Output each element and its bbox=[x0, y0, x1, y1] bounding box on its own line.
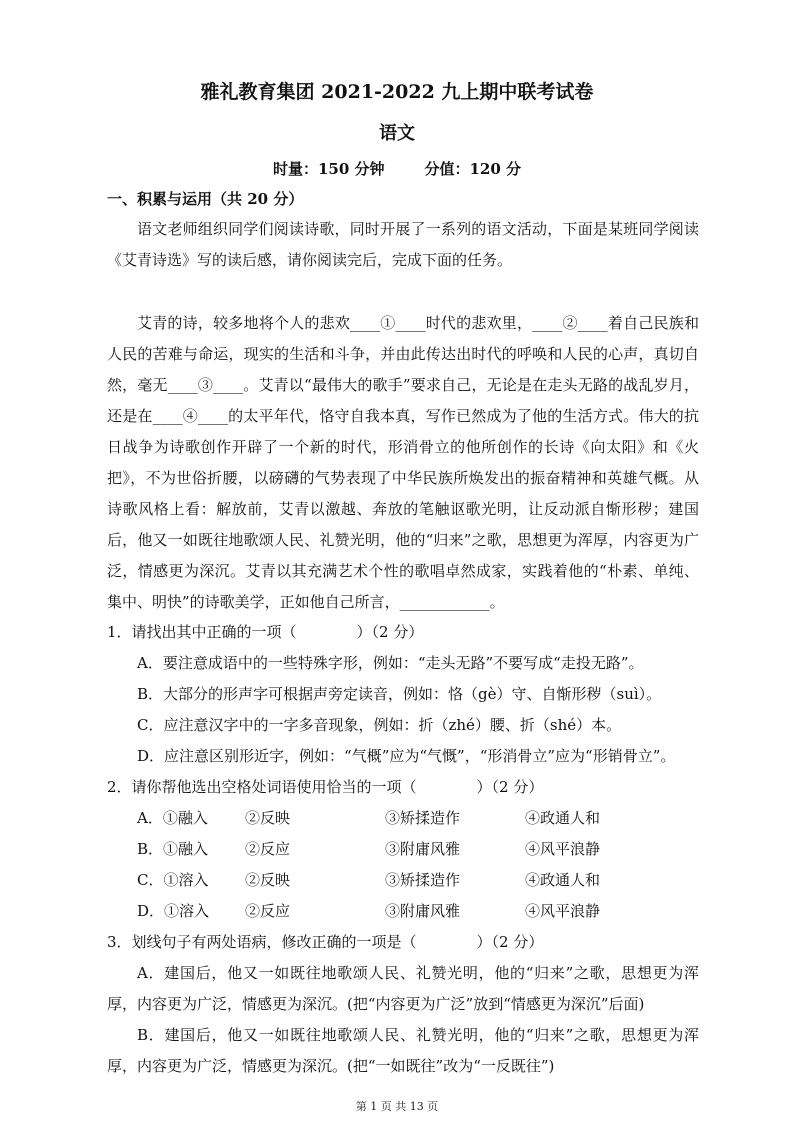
option-cell: ②反应 bbox=[245, 902, 291, 920]
option-cell: ④风平浪静 bbox=[525, 840, 601, 858]
question-2-option-d bbox=[137, 896, 697, 927]
question-1-option-d: D．应注意区别形近字，例如：“气概”应为“气慨”，“形消骨立”应为“形销骨立”。 bbox=[137, 747, 676, 765]
option-cell: ④政通人和 bbox=[525, 809, 601, 827]
option-cell: ④政通人和 bbox=[525, 871, 601, 889]
question-1-option-c: C．应注意汉字中的一字多音现象，例如：折（zhé）腰、折（shé）本。 bbox=[137, 716, 622, 734]
option-cell: ②反应 bbox=[245, 840, 291, 858]
exam-title: 雅礼教育集团 2021-2022 九上期中联考试卷 bbox=[200, 81, 594, 103]
option-cell: ③矫揉造作 bbox=[385, 809, 461, 827]
passage-paragraph: 艾青的诗，较多地将个人的悲欢____①____时代的悲欢里，____②____着自己民族和人民的苦难与命运，现实的生活和斗争，并由此传达出时代的呼唤和人民的心声，真切自然，毫无____③____。艾青以“最伟大的歌手”要求自己，无论是在走头无路的战乱岁月，还是在____④____的太平年代，恪守自我本真，写作已然成为了他的生活方式。伟大的抗日战争为诗歌创作开辟了一个新的时代，形消骨立的他所创作的长诗《向太阳》和《火把》，不为世俗折腰，以磅礴的气势表现了中华民族所焕发出的振奋精神和英雄气概。从诗歌风格上看：解放前，艾青以激越、奔放的笔触讴歌光明，让反动派自惭形秽；建国后，他又一如既往地歌颂人民、礼赞光明，他的“归来”之歌，思想更为浑厚，内容更为广泛，情感更为深沉。艾青以其充满艺术个性的歌唱卓然成家，实践着他的“朴素、单纯、集中、明快”的诗歌美学，正如他自己所言，____________。 bbox=[107, 314, 699, 611]
option-cell: C．①溶入 bbox=[137, 871, 209, 889]
option-cell: A．①融入 bbox=[137, 809, 208, 827]
option-cell: ③矫揉造作 bbox=[385, 871, 461, 889]
subject-title: 语文 bbox=[379, 123, 415, 144]
option-cell: ③附庸风雅 bbox=[385, 840, 461, 858]
option-cell: B．①融入 bbox=[137, 840, 209, 858]
question-2-option-a bbox=[137, 803, 697, 834]
question-2-option-c bbox=[137, 865, 697, 896]
question-2-option-b bbox=[137, 834, 697, 865]
option-cell: D．①溶入 bbox=[137, 902, 210, 920]
time-limit: 时量：150 分钟 bbox=[272, 160, 385, 178]
question-1-option-b: B．大部分的形声字可根据声旁定读音，例如：恪（gè）守、自惭形秽（suì）。 bbox=[137, 685, 662, 703]
section-heading: 一、积累与运用（共 20 分） bbox=[107, 190, 304, 208]
question-3-stem: 3．划线句子有两处语病，修改正确的一项是（ ）（2 分） bbox=[107, 933, 544, 951]
intro-paragraph: 语文老师组织同学们阅读诗歌，同时开展了一系列的语文活动，下面是某班同学阅读《艾青诗选》写的读后感，请你阅读完后，完成下面的任务。 bbox=[107, 220, 699, 269]
total-score: 分值：120 分 bbox=[424, 160, 522, 178]
question-1-stem: 1．请找出其中正确的一项（ ）（2 分） bbox=[107, 623, 424, 641]
option-cell: ④风平浪静 bbox=[525, 902, 601, 920]
option-cell: ③附庸风雅 bbox=[385, 902, 461, 920]
option-cell: ②反映 bbox=[245, 871, 291, 889]
page-footer: 第 1 页 共 13 页 bbox=[355, 1100, 439, 1113]
question-1-option-a: A．要注意成语中的一些特殊字形，例如：“走头无路”不要写成“走投无路”。 bbox=[137, 654, 644, 672]
exam-meta bbox=[0, 158, 794, 179]
question-3-option-b: B．建国后，他又一如既往地歌颂人民、礼赞光明，他的“归来”之歌，思想更为浑厚，内容更为广泛，情感更为深沉。(把“一如既往”改为“一反既往”) bbox=[107, 1026, 699, 1075]
option-cell: ②反映 bbox=[245, 809, 291, 827]
question-3-option-a: A．建国后，他又一如既往地歌颂人民、礼赞光明，他的“归来”之歌，思想更为浑厚，内容更为广泛，情感更为深沉。(把“内容更为广泛”放到“情感更为深沉”后面) bbox=[107, 964, 699, 1013]
question-2-stem: 2．请你帮他选出空格处词语使用恰当的一项（ ）（2 分） bbox=[107, 778, 544, 796]
